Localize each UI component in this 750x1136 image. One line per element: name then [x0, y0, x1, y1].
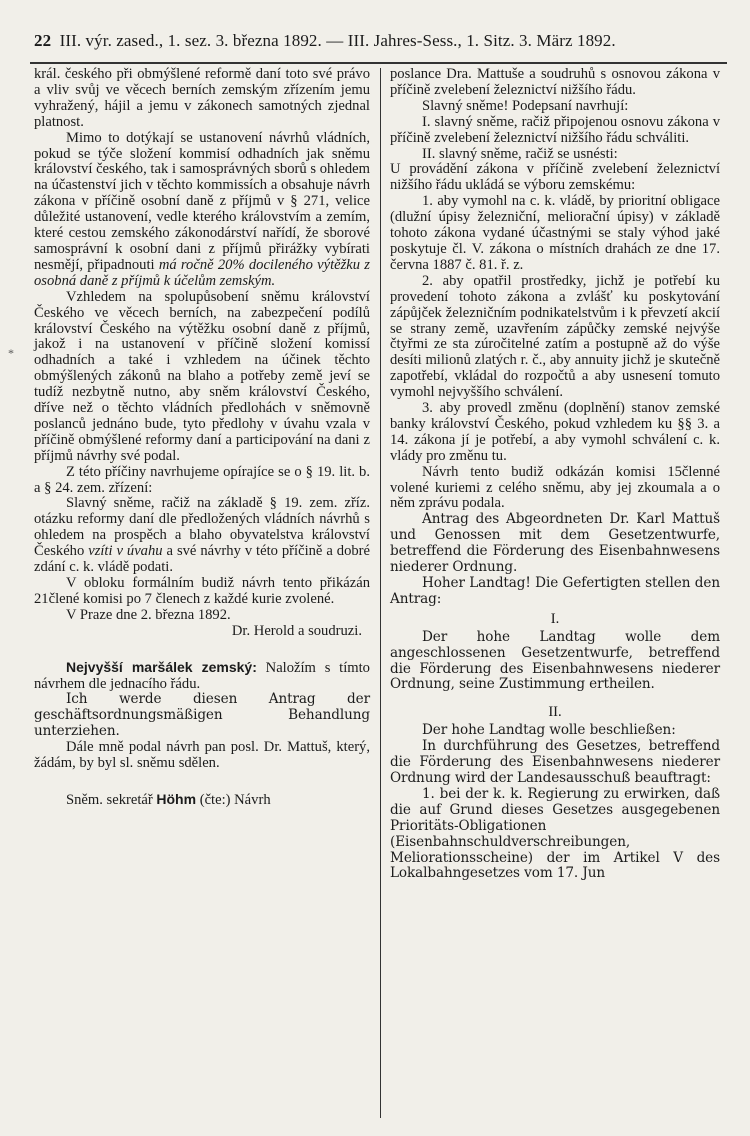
paragraph-italic: vzíti v úvahu — [88, 543, 163, 560]
paragraph — [34, 792, 370, 809]
right-column — [390, 67, 720, 882]
paragraph — [34, 660, 370, 693]
header-german: III. Jahres-Sess., 1. Sitz. 3. März 1892. — [347, 31, 616, 50]
paragraph: Vzhledem na spolupůsobení sněmu království Českého ve věcech berních, na zabezpečení podílů království Českého na výtěžku osobní daně z příjmů, jakož i na ustanovení v příčině složení komissí odhadních a také i vzhledem na účinek těchto obmýšlených zákonů na blaho a potřeby země jeví se tudíž nezbytně nutno, aby sněm království Českého, dříve než o těchto vládních předlohách v sněmovně poslanců jednáno bude, tyto předlohy v úvahu vzala v příčině obmýšlené reformy daní a participování na dani z příjmů návrhy své podal. — [34, 288, 370, 464]
paragraph-german: Antrag des Abgeordneten Dr. Karl Mattuš und Genossen mit dem Gesetzentwurfe, betreffend die Förderung des Eisenbahnwesens niederer Ordnung. — [390, 511, 720, 576]
paragraph-text: Naložím s tímto návrhem dle jednacího řádu. — [34, 659, 370, 692]
paragraph: Slavný sněme! Podepsaní navrhují: — [422, 97, 629, 114]
paragraph: I. slavný sněme, račiž připojenou osnovu zákona v příčině zvelebení železnictví nižšího řádu schváliti. — [390, 113, 720, 146]
paragraph — [34, 496, 370, 576]
paragraph-german: Hoher Landtag! Die Gefertigten stellen den Antrag: — [390, 575, 720, 607]
paragraph: U provádění zákona v příčině zvelebení železnictví nižšího řádu ukládá se výboru zemskému: — [390, 161, 720, 194]
list-item-german: 1. bei der k. k. Regierung zu erwirken, daß die auf Grund dieses Gesetzes ausgegebenen Prioritäts-Obligationen (Eisenbahnschuldverschreibungen, Meliorationsscheine) der im Artikel V des Lokalbahngesetzes vom 17. Jun — [390, 785, 720, 882]
spacer — [34, 640, 370, 660]
list-item: 1. aby vymohl na c. k. vládě, by prioritní obligace (dlužní úpisy železniční, meliorační úpisy) v základě tohoto zákona vydané účastnými se staly výhod jaké poskytuje čl. V. zákona o místních drahách ze dne 17. června 1887 č. 81. ř. z. — [390, 193, 720, 273]
paragraph: II. slavný sněme, račiž se usnésti: — [422, 145, 618, 162]
paragraph: král. českého při obmýšlené reformě daní toto své právo a vliv svůj ve věcech berních zemským zřízením jemu vyhražený, hájil a jemu v zákonech samotných zjednal platnost. — [34, 66, 370, 130]
header-czech: III. výr. zased., 1. sez. 3. března 1892. — [59, 31, 322, 50]
signature-line: Dr. Herold a soudruzi. — [231, 622, 362, 639]
paragraph — [34, 131, 370, 290]
margin-mark: * — [8, 346, 14, 360]
paragraph-german: Ich werde diesen Antrag der geschäftsordnungsmäßigen Behandlung unterziehen. — [34, 691, 370, 740]
section-numeral: I. — [550, 610, 560, 627]
paragraph-german: Der hohe Landtag wolle dem angeschlossenen Gesetzentwurfe, betreffend die Förderung des Eisenbahnwesens niederer Ordnung, seine Zustimmung ertheilen. — [390, 628, 720, 693]
column-divider — [380, 68, 381, 1118]
paragraph-german: In durchführung des Gesetzes, betreffend die Förderung des Eisenbahnwesens niederer Ordnung wird der Landesausschuß beauftragt: — [390, 738, 720, 786]
left-column — [34, 67, 370, 809]
list-item: 3. aby provedl změnu (doplnění) stanov zemské banky království Českého, pokud vzhledem ku §§ 3. a 14. zákona jí je potřebí, a aby vymohl schválení c. k. vlády pro změnu tu. — [390, 400, 720, 464]
paragraph-italic: má ročně 20% docileného výtěžku z osobná daně z příjmů k účelům zemským. — [34, 256, 370, 289]
date-line: V Praze dne 2. března 1892. — [66, 606, 231, 623]
paragraph: Dále mně podal návrh pan posl. Dr. Mattuš, který, žádám, by byl sl. sněmu sdělen. — [34, 739, 370, 772]
section-numeral: II. — [548, 704, 562, 721]
speaker-name: Höhm — [156, 790, 197, 807]
speaker-title: Sněm. sekretář — [66, 791, 153, 808]
paragraph-german: Der hohe Landtag wolle beschließen: — [422, 722, 676, 739]
paragraph: V obloku formálním budiž návrh tento přikázán 21člené komisi po 7 členech z každé kurie zvolené. — [34, 575, 370, 607]
paragraph-text: a své návrhy v této příčině a dobré zdání c. k. vládě podati. — [34, 543, 370, 576]
running-header — [34, 31, 724, 51]
list-item: 2. aby opatřil prostředky, jichž je potřebí ku provedení tohoto zákona a zvlášť ku poskytování zápůjček železničním podnikatelstvům i k převzetí akcií se strany země, uzavřením zápůčky zemské nejvýše čtyřmi ze sta zúročitelné zatím a postupně až do výše desíti milionů zlatých r. č., aby annuity jichž je skutečně zapotřebí, vkládal do rozpočtů a aby usnesení tomuto vymohl nejvyššího schválení. — [390, 272, 720, 401]
paragraph: poslance Dra. Mattuše a soudruhů s osnovou zákona v příčině zvelebení železnictví nižšího řádu. — [390, 66, 720, 98]
spacer — [34, 772, 370, 792]
paragraph-text: Slavný sněme, račiž na základě § 19. zem. zříz. otázku reformy daní dle předložených vládních návrhů s ohledem na prospěch a blaho obyvatelstva království Českého — [34, 495, 370, 560]
header-separator: — — [326, 31, 344, 50]
page-number: 22 — [34, 31, 52, 50]
header-rule — [30, 62, 727, 64]
paragraph: Z této příčiny navrhujeme opírajíce se o § 19. lit. b. a § 24. zem. zřízení: — [34, 463, 370, 496]
speaker-name: Nejvyšší maršálek zemský: — [66, 658, 257, 675]
paragraph: Návrh tento budiž odkázán komisi 15členné volené kuriemi z celého sněmu, aby jej zkoumala a o něm zprávu podala. — [390, 463, 720, 512]
paragraph-text: (čte:) Návrh — [196, 791, 271, 808]
spacer — [390, 693, 720, 701]
paragraph-text: Mimo to dotýkají se ustanovení návrhů vládních, pokud se týče složení kommisí odhadních jak sněmu království českého, tak i samosprávných sborů s ohledem na účastenství jich v těchto kommissích a obsahuje návrh zákona v příčině osobní daně z příjmů v § 271, velice důležité ustanovení, vedle kterého královstvím a zemím, které cestou zemského zákonodárství nařídí, že sborové samosprávní k osobní dani z příjmů přirážky vybírati nesmějí, připadnouti — [34, 129, 370, 273]
